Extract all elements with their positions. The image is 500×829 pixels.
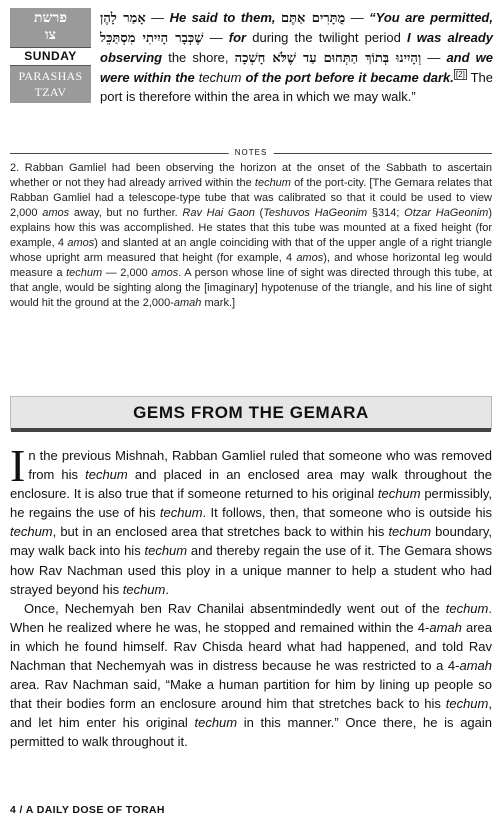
parashah-english-line2: TZAV (34, 85, 67, 99)
drop-cap: I (10, 440, 26, 491)
translation-bold: before it became dark. (314, 70, 454, 85)
translation-bold: of the port (241, 70, 315, 85)
gemara-translation-text (100, 8, 493, 106)
day-label: SUNDAY (10, 47, 91, 66)
text-run: the shore, (162, 50, 235, 65)
translation-bold: I was already observing (100, 30, 493, 65)
page-footer: 4 / A DAILY DOSE OF TORAH (10, 804, 165, 816)
footnote-reference[interactable]: [2] (455, 69, 465, 79)
translation-bold: He said to them, (169, 10, 276, 25)
text-run: — (421, 50, 447, 65)
section-title: GEMS FROM THE GEMARA (133, 403, 369, 422)
gems-banner (10, 396, 492, 430)
text-run: — (345, 10, 370, 25)
parashah-hebrew-line1: פרשת (34, 10, 67, 26)
gems-paragraph-1: In the previous Mishnah, Rabban Gamliel ruled that someone who was removed from his techum and placed in an enclosed area may walk throughout the enclosure. It is also true that if someone returned to his original techum permissibly, he regains the use of his techum. It follows, then, that someone who is outside his techum, but in an enclosed area that stretches back to within his techum boundary, may walk back into his techum and thereby regain the use of it. The Gemara shows how Rav Nachman used this ploy in a unique manner to help a student who had strayed beyond his techum. (10, 440, 493, 597)
hebrew-phrase: שֶׁכְּבָר הָיִיתִי מִסְתַּכֵּל (100, 31, 204, 46)
gems-paragraph-2: Once, Nechemyah ben Rav Chanilai absentmindedly went out of the techum. When he realized where he was, he stopped and remained within the 4-amah area in which he found himself. Rav Chisda heard what had happened, and told Rav Nachman that Nechemyah was in distress because he was restricted to a 4-amah area. Rav Nachman said, “Make a human partition for him by lining up people so that their bodies form an enclosure around him that stretches back to his techum, and let him enter his original techum in this manner.” Once there, he is again permitted to walk throughout it. (10, 600, 493, 750)
translation-bold: and we were within the (100, 50, 493, 85)
parashah-english-line1: PARASHAS (18, 69, 83, 83)
parashah-english-box (10, 66, 91, 103)
text-run: The port is therefore within the area in which we may walk.” (100, 70, 493, 104)
italic-term: techum (198, 70, 242, 85)
notes-section (10, 161, 492, 311)
parashah-tab (10, 8, 91, 103)
gems-section (10, 440, 493, 752)
notes-label: NOTES (229, 147, 274, 159)
notes-divider (10, 147, 492, 159)
hebrew-phrase: אָמַר לָהֶן (100, 11, 146, 26)
parashah-hebrew-line2: צו (45, 27, 56, 43)
translation-bold: “You are permitted, (369, 10, 493, 25)
translation-bold: for (228, 30, 247, 45)
hebrew-phrase: מֻתָּרִים אַתֶּם (280, 11, 346, 26)
text-run: — (203, 30, 229, 45)
hebrew-phrase: וְהָיִינוּ בְּתוֹךְ הַתְּחוּם עַד שֶׁלֹּא חָשְׁכָה (234, 51, 422, 66)
text-run: during the twilight period (246, 30, 407, 45)
text-run: — (145, 10, 170, 25)
parashah-hebrew-box (10, 8, 91, 47)
footnote-2: 2. Rabban Gamliel had been observing the horizon at the onset of the Sabbath to ascertain whether or not they had already arrived within the techum of the port-city. [The Gemara relates that Rabban Gamliel had a telescope-type tube that was calibrated so that it could be used to view 2,000 amos away, but no further. Rav Hai Gaon (Teshuvos HaGeonim §314; Otzar HaGeonim) explains how this was accomplished. He states that this tube was mounted at a fixed height (for example, 4 amos) and slanted at an angle coinciding with that of the upper angle of a right triangle whose upright arm measured that height (for example, 4 amos), and whose horizontal leg would measure a techum — 2,000 amos. A person whose line of sight was directed through this tube, at that angle, would be sighting along the [imaginary] hypotenuse of the triangle, and his line of sight would hit the ground at the 2,000-amah mark.] (10, 162, 493, 309)
